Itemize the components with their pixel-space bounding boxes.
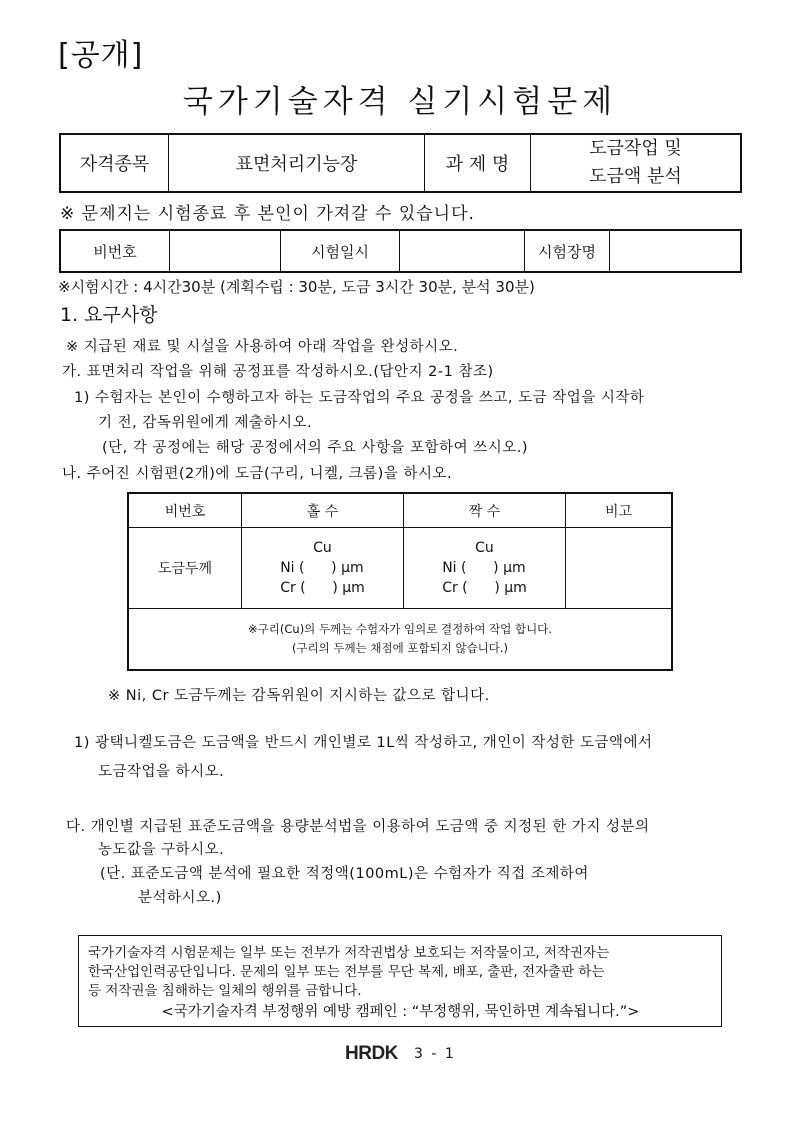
copyright-line2: 한국산업인력공단입니다. 문제의 일부 또는 전부를 무단 복제, 배포, 출판, 전자출판 하는	[88, 964, 605, 980]
qualification-table	[59, 133, 742, 193]
item-na: 나. 주어진 시험편(2개)에 도금(구리, 니켈, 크롬)을 하시오.	[62, 466, 453, 482]
campaign-text: <국가기술자격 부정행위 예방 캠페인 : “부정행위, 묵인하면 계속됩니다.”>	[161, 1004, 640, 1020]
item-na-1-line2: 도금작업을 하시오.	[98, 764, 225, 780]
item-ga-1-line1: 1) 수험자는 본인이 수행하고자 하는 도금작업의 주요 공정을 쓰고, 도금 작업을 시작하	[74, 390, 645, 406]
header-remark: 비고	[566, 493, 673, 528]
subject-value-line1: 도금작업 및	[589, 138, 682, 159]
thickness-note	[128, 609, 672, 671]
item-na-1-line1: 1) 광택니켈도금은 도금액을 반드시 개인별로 1L씩 작성하고, 개인이 작성한 도금액에서	[74, 735, 653, 751]
even-cr[interactable]: Cr ( ) μm	[442, 580, 527, 596]
open-tag: [공개]	[58, 38, 144, 73]
requirement-intro: ※ 지급된 재료 및 시설을 사용하여 아래 작업을 완성하시오.	[66, 339, 459, 355]
copyright-line3: 등 저작권을 침해하는 일체의 행위를 금합니다.	[88, 983, 362, 999]
item-ga: 가. 표면처리 작업을 위해 공정표를 작성하시오.(답안지 2-1 참조)	[62, 364, 494, 380]
odd-cr[interactable]: Cr ( ) μm	[280, 580, 365, 596]
ni-cr-note: ※ Ni, Cr 도금두께는 감독위원이 지시하는 값으로 합니다.	[108, 688, 490, 704]
page-number: 3 - 1	[414, 1046, 456, 1062]
subject-label: 과 제 명	[425, 134, 531, 192]
exam-time: ※시험시간 : 4시간30분 (계획수립 : 30분, 도금 3시간 30분, 분석 30분)	[58, 278, 535, 296]
page-title: 국가기술자격 실기시험문제	[182, 84, 618, 120]
odd-ni[interactable]: Ni ( ) μm	[280, 560, 364, 576]
item-ga-1-line2: 기 전, 감독위원에게 제출하시오.	[98, 415, 313, 431]
even-ni[interactable]: Ni ( ) μm	[442, 560, 526, 576]
header-even: 짝 수	[404, 493, 566, 528]
date-value[interactable]	[400, 230, 525, 272]
subject-value-line2: 도금액 분석	[589, 166, 682, 187]
notice-text: ※ 문제지는 시험종료 후 본인이 가져갈 수 있습니다.	[60, 204, 475, 224]
number-value[interactable]	[170, 230, 281, 272]
header-number: 비번호	[128, 493, 242, 528]
qual-label: 자격종목	[60, 134, 169, 192]
thickness-table	[127, 492, 673, 671]
subject-value	[531, 134, 742, 192]
qual-value: 표면처리기능장	[169, 134, 425, 192]
hrdk-logo: HRDK	[345, 1043, 398, 1064]
copyright-line1: 국가기술자격 시험문제는 일부 또는 전부가 저작권법상 보호되는 저작물이고, 저작권자는	[88, 945, 610, 961]
even-cu: Cu	[475, 540, 494, 556]
item-da-line2: 농도값을 구하시오.	[98, 842, 225, 858]
item-da-line4: 분석하시오.)	[138, 890, 222, 906]
thickness-note-line2: (구리의 두께는 채점에 포함되지 않습니다.)	[291, 641, 509, 655]
copyright-box	[78, 935, 722, 1027]
number-label: 비번호	[60, 230, 170, 272]
section-heading: 1. 요구사항	[60, 304, 158, 326]
item-da-line1: 다. 개인별 지급된 표준도금액을 용량분석법을 이용하여 도금액 중 지정된 한 가지 성분의	[66, 819, 650, 835]
candidate-id-table	[59, 229, 742, 273]
header-odd: 홀 수	[242, 493, 404, 528]
date-label: 시험일시	[281, 230, 400, 272]
odd-cu: Cu	[313, 540, 332, 556]
remark-cell	[566, 528, 673, 609]
row-label-thickness: 도금두께	[128, 528, 242, 609]
item-ga-1-line3: (단, 각 공정에는 해당 공정에서의 주요 사항을 포함하여 쓰시오.)	[102, 440, 529, 456]
thickness-note-line1: ※구리(Cu)의 두께는 수험자가 임의로 결정하여 작업 합니다.	[248, 622, 552, 636]
odd-thickness-cell	[242, 528, 404, 609]
place-value[interactable]	[610, 230, 742, 272]
place-label: 시험장명	[525, 230, 610, 272]
item-da-line3: (단. 표준도금액 분석에 필요한 적정액(100mL)은 수험자가 직접 조제하여	[100, 866, 589, 882]
even-thickness-cell	[404, 528, 566, 609]
